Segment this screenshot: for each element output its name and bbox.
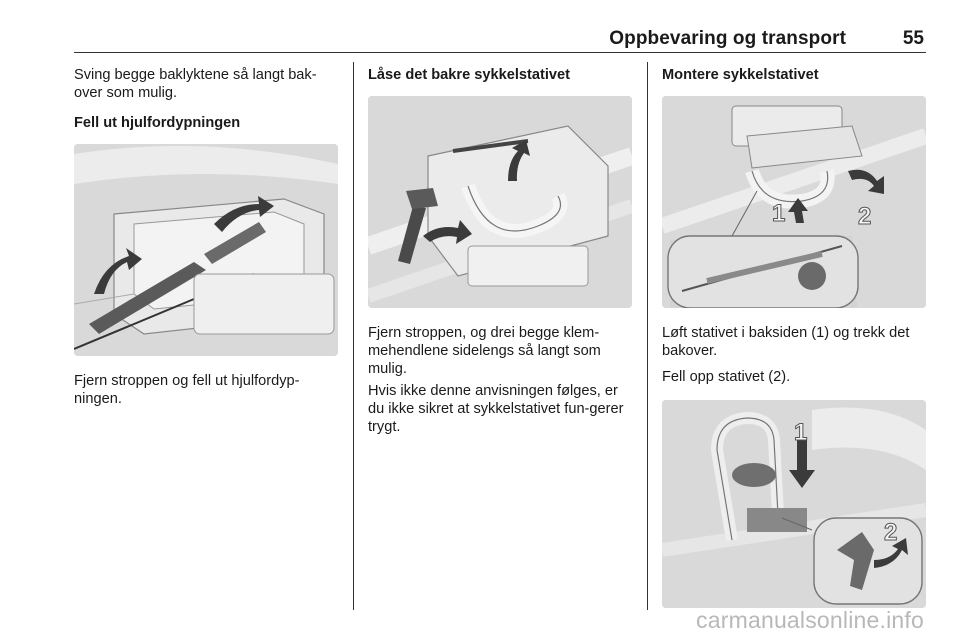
column-divider (647, 62, 648, 610)
page-header (74, 28, 926, 53)
section-heading: Fell ut hjulfordypningen (74, 115, 241, 131)
instruction-text: Fjern stroppen, og drei begge klem-mehendlene sidelengs så langt som mulig. (368, 325, 601, 377)
rear-rack-clamp-lever-icon (368, 96, 632, 308)
caption-text: Fjern stroppen og fell ut hjulfordyp-ningen. (74, 373, 300, 407)
watermark-text: carmanualsonline.info (696, 607, 924, 633)
fold-out-wheel-recess-icon (74, 144, 338, 356)
section-heading: Montere sykkelstativet (662, 67, 819, 83)
instruction-text: Fell opp stativet (2). (662, 369, 791, 385)
section-heading: Låse det bakre sykkelstativet (368, 67, 570, 83)
callout-label-2: 2 (884, 519, 898, 546)
intro-text: Sving begge baklyktene så langt bak-over som mulig. (74, 67, 317, 101)
callout-label-2: 2 (858, 203, 872, 230)
column-divider (353, 62, 354, 610)
warning-text: Hvis ikke denne anvisningen følges, er du ikke sikret at sykkelstativet fun-gerer trygt. (368, 383, 624, 435)
column-2 (368, 66, 634, 436)
callout-label-1: 1 (794, 419, 808, 446)
column-3 (662, 66, 928, 608)
page-title: Oppbevaring og transport (609, 28, 846, 49)
fold-up-rack-icon (662, 400, 926, 608)
lift-rack-icon (662, 96, 926, 308)
column-1 (74, 66, 342, 408)
callout-label-1: 1 (772, 200, 786, 227)
instruction-text: Løft stativet i baksiden (1) og trekk det bakover. (662, 325, 910, 359)
page-number: 55 (902, 28, 924, 49)
